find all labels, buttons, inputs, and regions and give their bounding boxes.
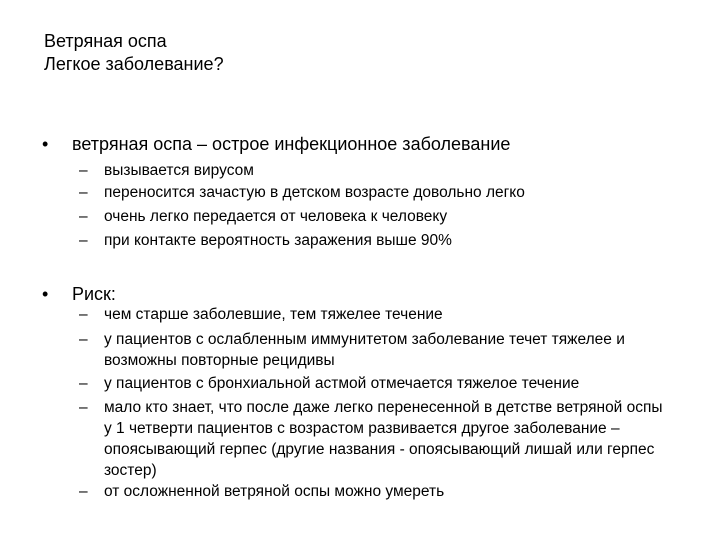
sub-bullet-text: мало кто знает, что после даже легко перенесенной в детстве ветряной оспы у 1 четверти пациентов с возрастом развивается другое заболевание – опоясывающий герпес (другие названия - опоясывающий лишай или герпес зостер) xyxy=(104,399,663,479)
bullet-text: Риск: xyxy=(72,284,116,304)
bullet-icon: • xyxy=(42,134,49,154)
sub-bullet-item xyxy=(79,230,664,251)
dash-icon: – xyxy=(79,184,88,201)
dash-icon: – xyxy=(79,483,88,500)
sub-bullet-item xyxy=(79,206,664,227)
bullet-text: ветряная оспа – острое инфекционное заболевание xyxy=(72,134,511,154)
sub-bullet-item xyxy=(79,329,664,371)
title-line-2: Легкое заболевание? xyxy=(44,54,224,74)
sub-bullet-text: от осложненной ветряной оспы можно умереть xyxy=(104,483,445,500)
dash-icon: – xyxy=(79,232,88,249)
sub-bullet-item xyxy=(79,397,664,481)
sub-bullet-item xyxy=(79,304,664,325)
dash-icon: – xyxy=(79,208,88,225)
bullet-icon: • xyxy=(42,284,49,304)
sub-bullet-text: очень легко передается от человека к человеку xyxy=(104,208,448,225)
bullet-item-main xyxy=(42,133,511,155)
sub-bullet-text: чем старше заболевшие, тем тяжелее течение xyxy=(104,306,443,323)
dash-icon: – xyxy=(79,331,88,348)
sub-bullet-item xyxy=(79,373,664,394)
sub-bullet-text: у пациентов с бронхиальной астмой отмечается тяжелое течение xyxy=(104,375,580,392)
dash-icon: – xyxy=(79,162,88,179)
dash-icon: – xyxy=(79,399,88,416)
sub-bullet-item xyxy=(79,481,664,502)
sub-bullet-text: вызывается вирусом xyxy=(104,162,254,179)
bullet-item-main xyxy=(42,283,116,305)
sub-bullet-item xyxy=(79,182,664,203)
sub-bullet-text: при контакте вероятность заражения выше 90% xyxy=(104,232,452,249)
sub-bullet-item xyxy=(79,160,664,181)
dash-icon: – xyxy=(79,375,88,392)
sub-bullet-text: переносится зачастую в детском возрасте довольно легко xyxy=(104,184,525,201)
title-line-1: Ветряная оспа xyxy=(44,31,167,51)
sub-bullet-text: у пациентов с ослабленным иммунитетом заболевание течет тяжелее и возможны повторные рецидивы xyxy=(104,331,625,369)
dash-icon: – xyxy=(79,306,88,323)
